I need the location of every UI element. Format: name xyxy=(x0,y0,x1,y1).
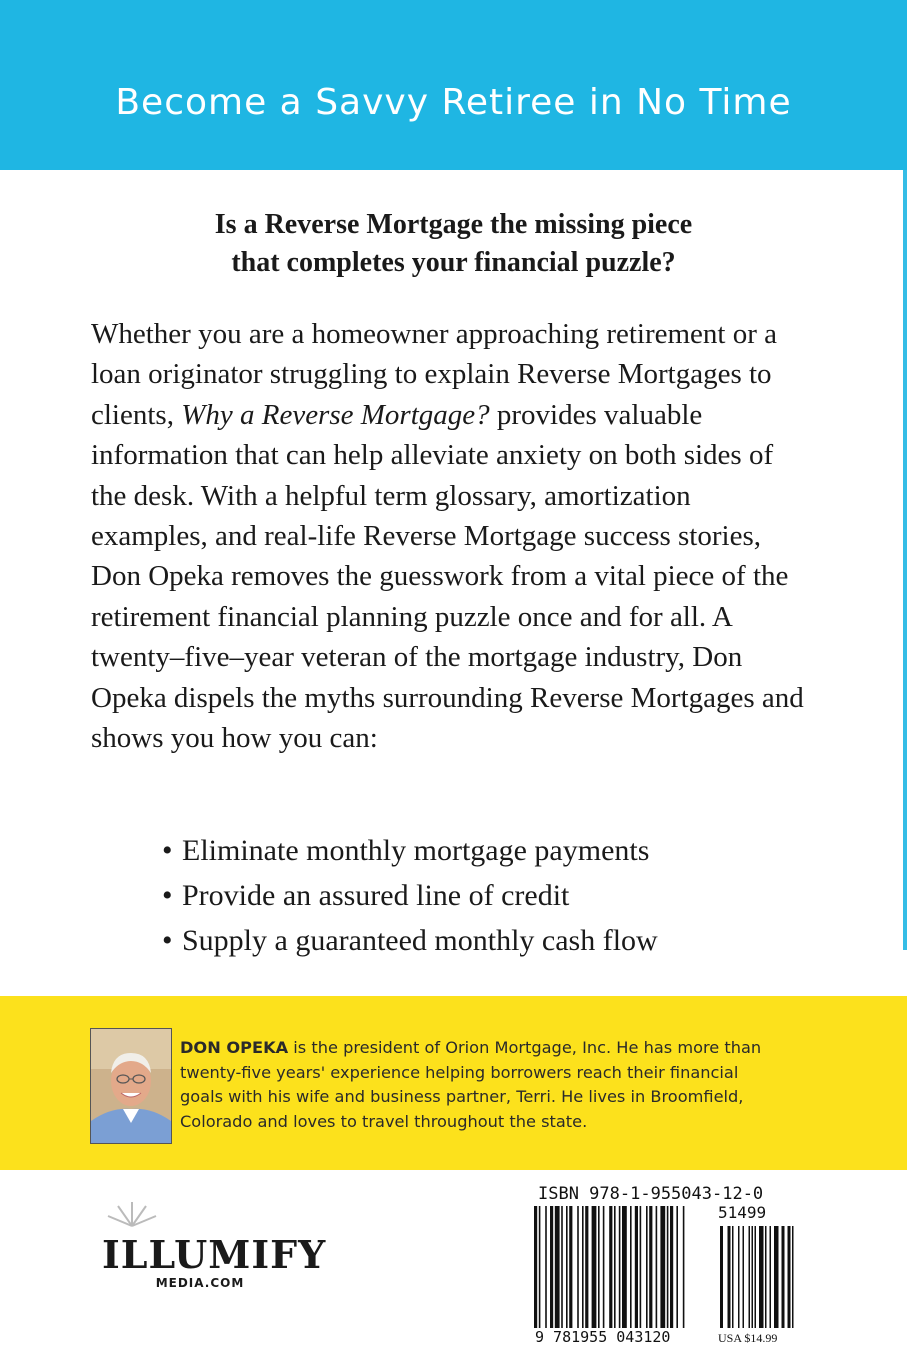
cover-edge xyxy=(903,170,907,950)
barcode-bar xyxy=(752,1226,754,1328)
list-item-text: Provide an assured line of credit xyxy=(182,879,570,912)
barcode-bar xyxy=(774,1226,779,1328)
author-bio xyxy=(180,1036,780,1134)
headline xyxy=(0,206,907,282)
barcode-bar xyxy=(670,1206,673,1328)
list-item xyxy=(162,918,658,963)
barcode-bar xyxy=(539,1206,541,1328)
banner-title: Become a Savvy Retiree in No Time xyxy=(115,82,792,123)
headline-line-1: Is a Reverse Mortgage the missing piece xyxy=(214,209,693,240)
bullet-icon: • xyxy=(162,879,173,912)
description-part-1: Whether you are a homeowner approaching retirement or a loan originator struggling to explain Reverse Mortgages to clients, xyxy=(91,318,778,431)
barcode-bar xyxy=(630,1206,632,1328)
barcode-bar xyxy=(534,1206,537,1328)
barcode-bar xyxy=(640,1206,642,1328)
list-item-text: Eliminate monthly mortgage payments xyxy=(182,834,650,867)
author-photo xyxy=(90,1028,172,1144)
barcode-bar xyxy=(749,1226,751,1328)
description-part-2: provides valuable information that can help alleviate anxiety on both sides of the desk. With a helpful term glossary, amortization examples, and real-life Reverse Mortgage success stories, Don Opeka removes the guesswork from a vital piece of the retirement financial planning puzzle once and for all. A twenty–five–year veteran of the mortgage industry, Don Opeka dispels the myths surrounding Reverse Mortgages and shows you how you can: xyxy=(91,398,804,755)
barcode-bar xyxy=(649,1206,652,1328)
barcode-bar xyxy=(656,1206,658,1328)
barcode-bar xyxy=(788,1226,791,1328)
author-portrait-icon xyxy=(91,1029,171,1143)
benefit-list xyxy=(162,828,658,963)
list-item xyxy=(162,873,658,918)
barcode-bar xyxy=(582,1206,584,1328)
price-code: 51499 xyxy=(718,1203,767,1222)
bullet-icon: • xyxy=(162,834,173,867)
book-title-italic: Why a Reverse Mortgage? xyxy=(181,398,490,431)
barcode-bar xyxy=(676,1206,678,1328)
barcode-bar xyxy=(660,1206,665,1328)
barcode-bar xyxy=(566,1206,568,1328)
barcode-bar xyxy=(592,1206,597,1328)
barcode-bar xyxy=(667,1206,669,1328)
bullet-icon: • xyxy=(162,924,173,957)
list-item-text: Supply a guaranteed monthly cash flow xyxy=(182,924,658,957)
barcode-bar xyxy=(622,1206,627,1328)
barcode-bar xyxy=(555,1206,560,1328)
barcode-bar xyxy=(609,1206,612,1328)
barcode-bar xyxy=(720,1226,723,1328)
barcode-bar xyxy=(770,1226,772,1328)
barcode-bar xyxy=(585,1206,588,1328)
barcode-bar xyxy=(635,1206,638,1328)
barcode-bar xyxy=(614,1206,616,1328)
barcode-bar xyxy=(561,1206,563,1328)
author-name: DON OPEKA xyxy=(180,1038,289,1057)
barcode-bar xyxy=(603,1206,605,1328)
barcode-bar xyxy=(569,1206,572,1328)
barcode-bar xyxy=(728,1226,731,1328)
barcode-bar xyxy=(598,1206,600,1328)
barcode-bar xyxy=(743,1226,745,1328)
barcode-bar xyxy=(759,1226,764,1328)
publisher-site: MEDIA.COM xyxy=(155,1276,245,1290)
barcode xyxy=(530,1184,800,1349)
author-bio-text: is the president of Orion Mortgage, Inc. He has more than twenty-five years' experience helping borrowers reach their financial goals with his wife and business partner, Terri. He lives in Broomfield, Colorado and loves to travel throughout the state. xyxy=(180,1038,762,1131)
barcode-bar xyxy=(732,1226,734,1328)
barcode-bar xyxy=(738,1226,740,1328)
description-paragraph xyxy=(91,314,811,758)
barcode-bar xyxy=(577,1206,579,1328)
barcode-bar xyxy=(545,1206,547,1328)
barcode-digits: 9 781955 043120 xyxy=(535,1328,671,1346)
barcode-bar xyxy=(755,1226,757,1328)
barcode-bar xyxy=(765,1226,767,1328)
headline-line-2: that completes your financial puzzle? xyxy=(231,247,676,278)
list-item xyxy=(162,828,658,873)
isbn-label: ISBN 978-1-955043-12-0 xyxy=(538,1184,764,1204)
barcode-bar xyxy=(619,1206,621,1328)
publisher-logo: ILLUMIFY xyxy=(102,1232,327,1277)
barcode-bar xyxy=(683,1206,685,1328)
price-label: USA $14.99 xyxy=(718,1331,778,1345)
barcode-bar xyxy=(792,1226,794,1328)
barcode-bar xyxy=(646,1206,648,1328)
barcode-bar xyxy=(550,1206,553,1328)
barcode-bar xyxy=(782,1226,785,1328)
